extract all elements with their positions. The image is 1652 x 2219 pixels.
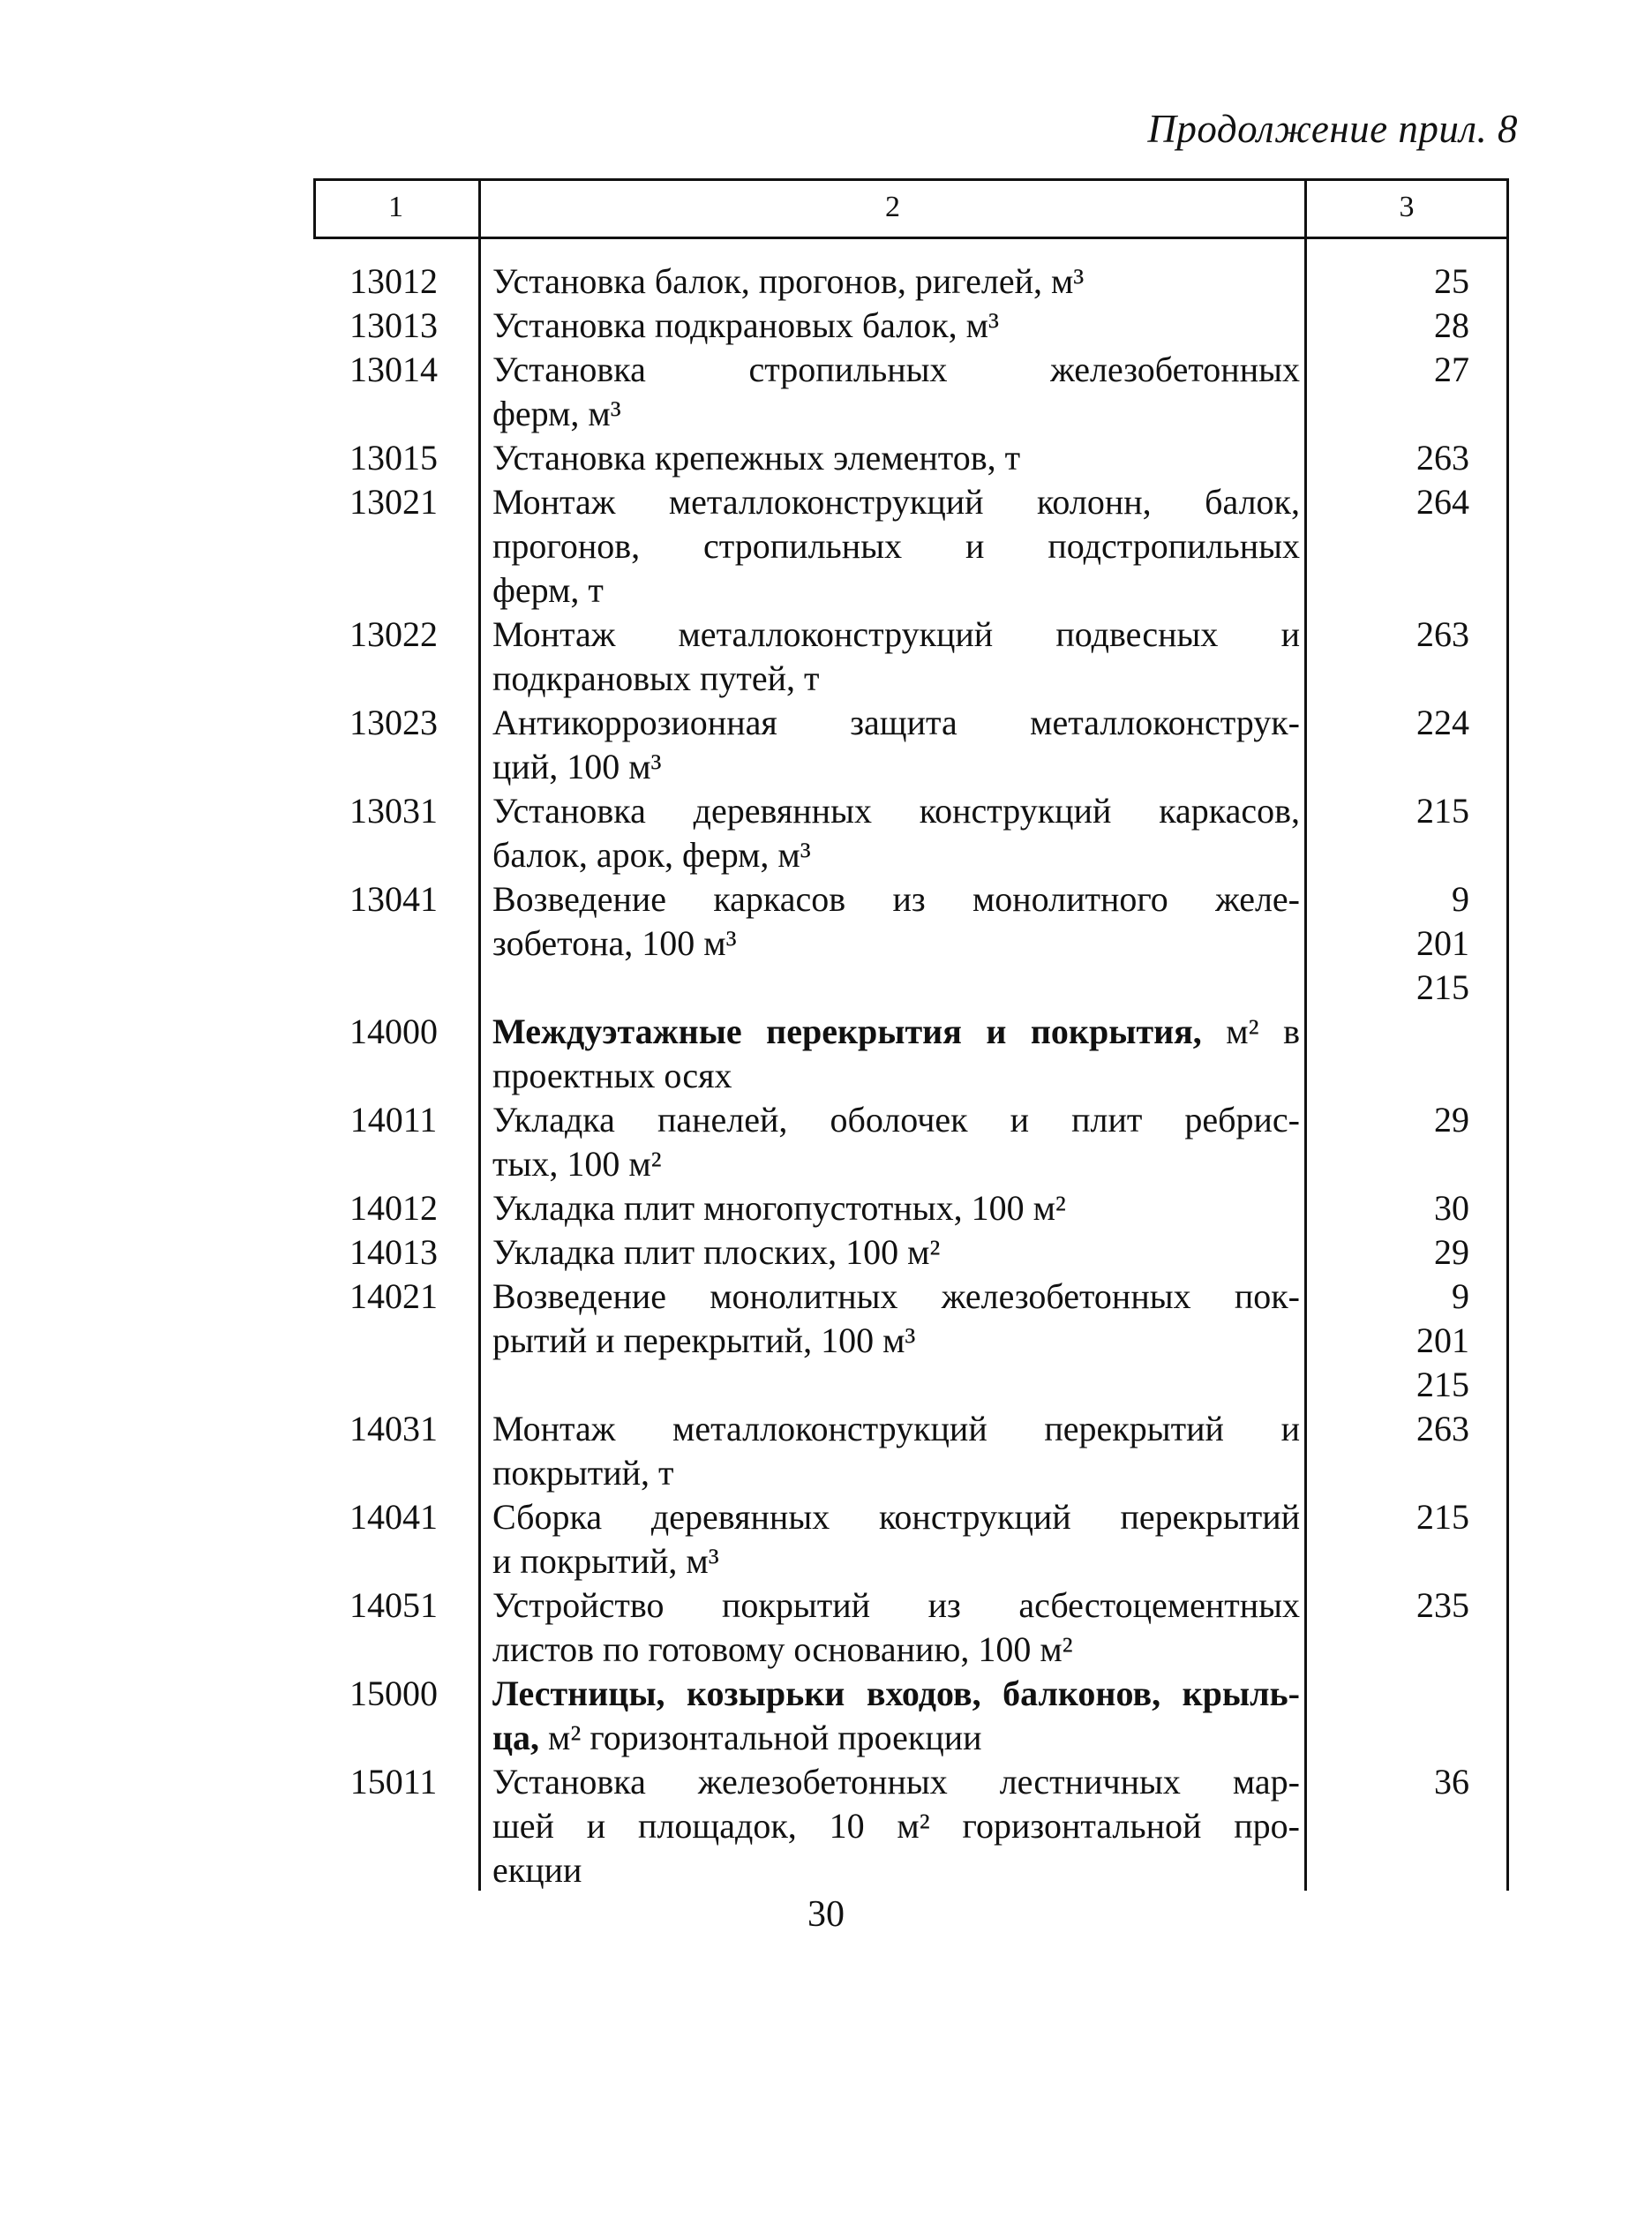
row-code: 13015 [349, 438, 438, 478]
row-description [492, 348, 1300, 436]
row-description [492, 436, 1300, 480]
row-code: 14011 [349, 1100, 438, 1140]
row-description-line: Укладка плит плоских, 100 м² [492, 1232, 941, 1272]
row-description [492, 701, 1300, 789]
row-description [492, 304, 1300, 348]
row-value: 264 [1416, 482, 1469, 522]
row-description-line: Монтаж металлоконструкций подвесных и [492, 614, 1300, 654]
row-description-line: Сборка деревянных конструкций перекрытий [492, 1497, 1300, 1537]
row-description [492, 1407, 1300, 1495]
table-row [313, 1010, 1509, 1098]
row-code: 14013 [349, 1232, 438, 1272]
row-value: 215 [1416, 1365, 1469, 1404]
row-code: 15000 [349, 1674, 438, 1713]
row-value: 25 [1434, 261, 1469, 301]
row-description-line: зобетона, 100 м³ [492, 923, 737, 963]
row-values [1319, 1495, 1469, 1539]
row-values [1319, 701, 1469, 745]
row-code: 13031 [349, 791, 438, 831]
table-row [313, 1672, 1509, 1760]
row-description-line: Возведение каркасов из монолитного желе- [492, 879, 1300, 919]
row-heading-bold: Междуэтажные перекрытия и покрытия, [492, 1012, 1202, 1051]
row-code: 13023 [349, 703, 438, 742]
row-value: 9 [1452, 879, 1469, 919]
row-description-line: проектных осях [492, 1056, 732, 1095]
row-description-line: ций, 100 м³ [492, 747, 662, 786]
row-description-line: балок, арок, ферм, м³ [492, 835, 811, 875]
row-heading-bold: Лестницы, козырьки входов, балконов, крыль- [492, 1674, 1300, 1713]
row-description-line: Монтаж металлоконструкций колонн, балок, [492, 482, 1300, 522]
row-values [1319, 1186, 1469, 1230]
row-description [492, 789, 1300, 877]
row-value: 29 [1434, 1232, 1469, 1272]
row-description-line: екции [492, 1850, 582, 1890]
row-description-line: Антикоррозионная защита металлоконструк- [492, 703, 1300, 742]
table-row [313, 1230, 1509, 1275]
row-description [492, 613, 1300, 701]
row-values [1319, 877, 1469, 1010]
row-description [492, 480, 1300, 613]
row-description-line: рытий и перекрытий, 100 м³ [492, 1320, 916, 1360]
row-description [492, 1495, 1300, 1583]
row-description-line: подкрановых путей, т [492, 658, 820, 698]
row-description-line: Монтаж металлоконструкций перекрытий и [492, 1409, 1300, 1448]
row-value: 29 [1434, 1100, 1469, 1140]
row-value: 263 [1416, 614, 1469, 654]
col-header-1: 1 [388, 191, 403, 223]
row-value: 9 [1452, 1276, 1469, 1316]
row-description-line: Установка железобетонных лестничных мар- [492, 1762, 1300, 1802]
row-description [492, 1230, 1300, 1275]
row-description-line: Установка балок, прогонов, ригелей, м³ [492, 261, 1085, 301]
table-row [313, 1583, 1509, 1672]
row-description [492, 1098, 1300, 1186]
row-description-line: Укладка панелей, оболочек и плит ребрис- [492, 1100, 1300, 1140]
row-description-line: ферм, т [492, 570, 604, 610]
table-row [313, 613, 1509, 701]
row-description [492, 1186, 1300, 1230]
page-number: 30 [807, 1894, 845, 1935]
table-row [313, 1098, 1509, 1186]
row-description [492, 877, 1300, 966]
table-row [313, 877, 1509, 1010]
row-value: 215 [1416, 791, 1469, 831]
table-row [313, 789, 1509, 877]
row-code: 15011 [349, 1762, 438, 1802]
row-value: 215 [1416, 1497, 1469, 1537]
row-values [1319, 613, 1469, 657]
row-description [492, 1583, 1300, 1672]
table-row [313, 1275, 1509, 1407]
row-value: 30 [1434, 1188, 1469, 1228]
row-values [1319, 1760, 1469, 1804]
row-values [1319, 1407, 1469, 1451]
row-value: 224 [1416, 703, 1469, 742]
table-row [313, 701, 1509, 789]
row-values [1319, 260, 1469, 304]
row-description-line: листов по готовому основанию, 100 м² [492, 1629, 1073, 1669]
row-description-line: Установка стропильных железобетонных [492, 350, 1300, 389]
row-values [1319, 1098, 1469, 1142]
row-code: 13021 [349, 482, 438, 522]
row-description-line: Установка крепежных элементов, т [492, 438, 1021, 478]
row-description-line: покрытий, т [492, 1453, 674, 1493]
row-description-line: Установка деревянных конструкций каркасов, [492, 791, 1300, 831]
row-value: 28 [1434, 305, 1469, 345]
row-description [492, 1760, 1300, 1892]
row-value: 27 [1434, 350, 1469, 389]
row-code: 13022 [349, 614, 438, 654]
row-values [1319, 1583, 1469, 1628]
row-value: 263 [1416, 1409, 1469, 1448]
row-values [1319, 436, 1469, 480]
row-description-line: ферм, м³ [492, 394, 621, 433]
row-value: 215 [1416, 967, 1469, 1007]
data-table [313, 178, 1509, 1891]
row-description-line: Возведение монолитных железобетонных пок- [492, 1276, 1300, 1316]
row-code: 14000 [349, 1012, 438, 1051]
col-header-3: 3 [1399, 191, 1415, 223]
row-code: 14041 [349, 1497, 438, 1537]
table-row [313, 348, 1509, 436]
row-description-line: м² в [1201, 1012, 1300, 1051]
row-value: 235 [1416, 1585, 1469, 1625]
row-value: 201 [1416, 923, 1469, 963]
row-code: 13014 [349, 350, 438, 389]
row-value: 201 [1416, 1320, 1469, 1360]
row-description-line: прогонов, стропильных и подстропильных [492, 526, 1300, 566]
row-description-line: шей и площадок, 10 м² горизонтальной про- [492, 1806, 1300, 1846]
row-values [1319, 480, 1469, 524]
row-description [492, 1672, 1300, 1760]
table-row [313, 1407, 1509, 1495]
table-row [313, 436, 1509, 480]
row-description-line: Устройство покрытий из асбестоцементных [492, 1585, 1300, 1625]
row-code: 14051 [349, 1585, 438, 1625]
row-description-line: Укладка плит многопустотных, 100 м² [492, 1188, 1066, 1228]
row-values [1319, 348, 1469, 392]
row-description-line: Установка подкрановых балок, м³ [492, 305, 999, 345]
header-bottom-rule [313, 237, 1509, 239]
row-description [492, 260, 1300, 304]
table-row [313, 1495, 1509, 1583]
table-row [313, 304, 1509, 348]
row-heading-bold: ца, [492, 1718, 540, 1757]
row-value: 36 [1434, 1762, 1469, 1802]
table-row [313, 260, 1509, 304]
row-code: 14012 [349, 1188, 438, 1228]
row-code: 13013 [349, 305, 438, 345]
row-code: 14031 [349, 1409, 438, 1448]
table-row [313, 1760, 1509, 1892]
row-values [1319, 304, 1469, 348]
row-description-line: тых, 100 м² [492, 1144, 662, 1184]
row-description [492, 1275, 1300, 1363]
row-code: 13041 [349, 879, 438, 919]
col-header-2: 2 [885, 191, 900, 223]
row-value: 263 [1416, 438, 1469, 478]
row-values [1319, 789, 1469, 833]
row-description-line: м² горизонтальной проекции [539, 1718, 982, 1757]
table-row [313, 480, 1509, 613]
row-code: 13012 [349, 261, 438, 301]
continuation-header: Продолжение прил. 8 [1147, 107, 1518, 151]
table-row [313, 1186, 1509, 1230]
row-description [492, 1010, 1300, 1098]
row-code: 14021 [349, 1276, 438, 1316]
row-values [1319, 1275, 1469, 1407]
row-description-line: и покрытий, м³ [492, 1541, 719, 1581]
row-values [1319, 1230, 1469, 1275]
